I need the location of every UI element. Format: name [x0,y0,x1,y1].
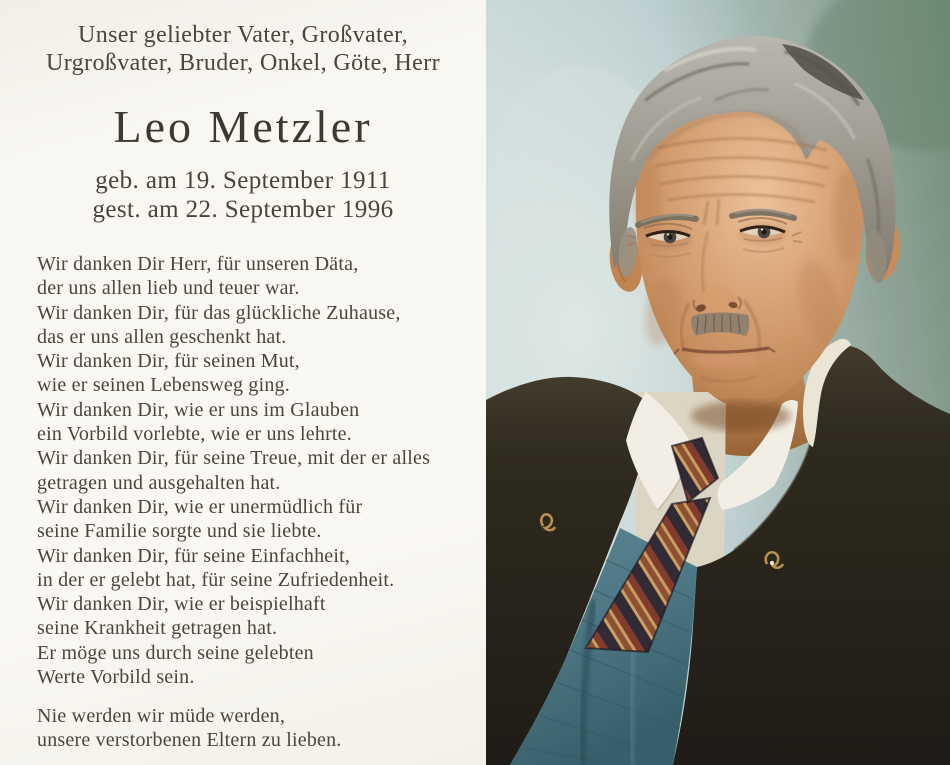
tribute-line: Wir danken Dir Herr, für unseren Däta, [37,253,359,275]
closing-line: unsere verstorbenen Eltern zu lieben. [37,729,342,752]
intro-line: Urgroßvater, Bruder, Onkel, Göte, Herr [45,50,441,76]
tribute-line: Wir danken Dir, wie er beispielhaft [37,593,326,616]
tribute-line: Wir danken Dir, für seine Einfachheit, [37,544,351,567]
intro-line: Unser geliebter Vater, Großvater, [77,22,409,48]
tribute-line: Er möge uns durch seine gelebten [37,641,314,664]
tribute-line: Wir danken Dir, wie er uns im Glauben [37,398,360,421]
photo-tint [486,0,950,765]
tribute-line: seine Krankheit getragen hat. [37,617,278,640]
tribute-line: Wir danken Dir, für seinen Mut, [37,350,300,373]
life-dates [0,167,486,224]
closing-text [37,704,477,753]
tribute-line: Wir danken Dir, wie er unermüdlich für [37,495,363,518]
tribute-line: das er uns allen geschenkt hat. [37,325,287,348]
tribute-line: wie er seinen Lebensweg ging. [37,374,290,397]
tribute-line: getragen und ausgehalten hat. [37,471,281,494]
tribute-line: Werte Vorbild sein. [37,666,195,689]
tribute-text [37,252,477,689]
tribute-line: seine Familie sorgte und sie liebte. [37,520,322,543]
tribute-line: Wir danken Dir, für das glückliche Zuhause, [37,301,401,324]
tribute-line: ein Vorbild vorlebte, wie er uns lehrte. [37,423,352,446]
deceased-name: Leo Metzler [113,101,373,152]
portrait-photo [486,0,950,765]
intro-text [0,21,486,77]
tribute-line: der uns allen lieb und teuer war. [37,277,300,300]
death-date-line: gest. am 22. September 1996 [92,195,394,223]
closing-line: Nie werden wir müde werden, [37,705,286,727]
birth-date-line: geb. am 19. September 1911 [95,167,391,194]
tribute-line: in der er gelebt hat, für seine Zufriedenheit. [37,568,395,591]
tribute-line: Wir danken Dir, für seine Treue, mit der er alles [37,447,431,470]
